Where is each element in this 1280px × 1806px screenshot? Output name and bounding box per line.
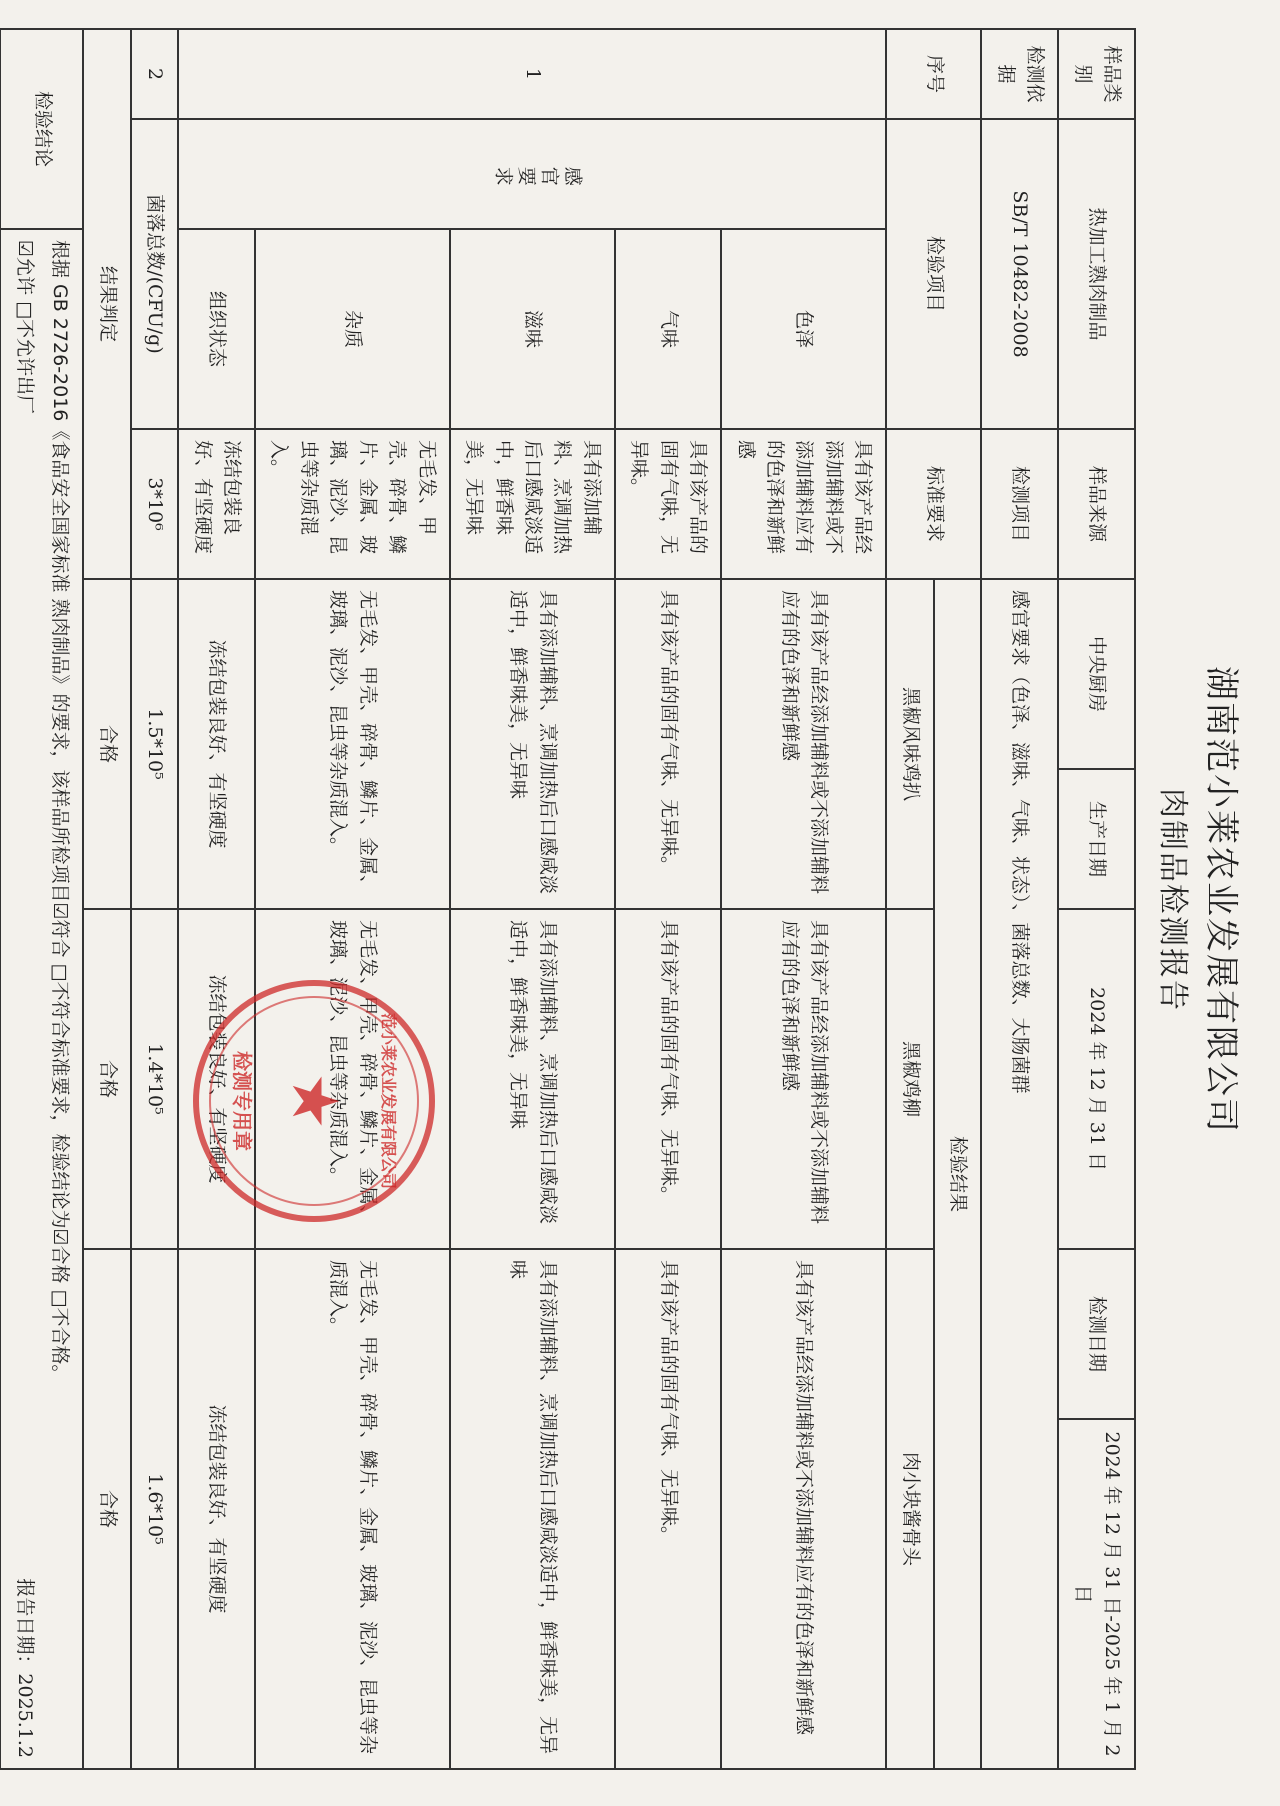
conclusion-report-date: 报告日期：2025.1.2: [13, 1578, 36, 1759]
micro-standard: 3*10⁶: [131, 429, 178, 579]
standard-cell: 无毛发、甲壳、碎骨、鳞片、金属、玻璃、泥沙、昆虫等杂质混入。: [255, 429, 450, 579]
result-cell: 具有该产品经添加辅料或不添加辅料应有的色泽和新鲜感: [721, 579, 886, 909]
seal-star-icon: ★: [277, 1072, 351, 1130]
standard-header: 标准要求: [886, 429, 981, 579]
sensory-row-impurity: [255, 29, 450, 1769]
result-cell: 具有该产品的固有气味、无异味。: [615, 1249, 721, 1769]
release-status: ☑允许 □不允许出厂: [13, 240, 36, 415]
micro-item: 菌落总数/(CFU/g): [131, 119, 178, 429]
judgement-result: 合格: [83, 1249, 130, 1769]
result-cell: 具有该产品的固有气味、无异味。: [615, 579, 721, 909]
sensory-row-color: [721, 29, 886, 1769]
report-table: [0, 28, 1136, 1770]
result-cell: 具有该产品经添加辅料或不添加辅料应有的色泽和新鲜感: [721, 909, 886, 1249]
items-value: 感官要求（色泽、滋味、气味、状态）、菌落总数、大肠菌群: [981, 579, 1058, 1769]
sensory-seq: 1: [178, 29, 886, 119]
micro-seq: 2: [131, 29, 178, 119]
product-name: 黑椒鸡柳: [886, 909, 933, 1249]
result-cell: 具有添加辅料、烹调加热后口感咸淡适中，鲜香味美，无异味: [450, 1249, 615, 1769]
item-name: 色泽: [721, 229, 886, 429]
product-name: 肉小块酱骨头: [886, 1249, 933, 1769]
items-label: 检测项目: [981, 429, 1058, 579]
report-header: [1154, 20, 1249, 1780]
judgement-result: 合格: [83, 909, 130, 1249]
sensory-group-label: 感官要求: [491, 163, 583, 186]
meta-row-2: [981, 29, 1058, 1769]
sensory-group: [178, 119, 886, 229]
item-name: 杂质: [255, 229, 450, 429]
basis-label: 检测依据: [981, 29, 1058, 119]
judgement-row: [83, 29, 130, 1769]
result-cell: 具有该产品经添加辅料或不添加辅料应有的色泽和新鲜感: [721, 1249, 886, 1769]
sample-category: 热加工熟肉制品: [1058, 119, 1135, 429]
product-name: 黑椒风味鸡扒: [886, 579, 933, 909]
micro-result: 1.6*10⁵: [131, 1249, 178, 1769]
meta-row-1: [1058, 29, 1135, 1769]
conclusion-label: 检验结论: [0, 29, 83, 229]
micro-result: 1.5*10⁵: [131, 579, 178, 909]
conclusion-text: 根据 GB 2726-2016《食品安全国家标准 熟肉制品》的要求，该样品所检项目☑符合 □不符合标准要求，检验结论为☑合格 □不合格。: [49, 240, 72, 1384]
result-cell: 无毛发、甲壳、碎骨、鳞片、金属、玻璃、泥沙、昆虫等杂质混入。: [255, 1249, 450, 1769]
result-cell: 无毛发、甲壳、碎骨、鳞片、金属、玻璃、泥沙、昆虫等杂质混入。: [255, 909, 450, 1249]
basis-value: SB/T 10482-2008: [981, 119, 1058, 429]
seq-header: 序号: [886, 29, 981, 119]
company-name: 湖南范小莱农业发展有限公司: [1201, 666, 1241, 1134]
item-name: 气味: [615, 229, 721, 429]
sensory-row-smell: [615, 29, 721, 1769]
sample-category-label: 样品类别: [1058, 29, 1135, 119]
sensory-row-texture: [178, 29, 255, 1769]
result-header: 检验结果: [934, 579, 981, 1769]
report-document: [15, 20, 1255, 1780]
standard-cell: 具有该产品的固有气味，无异味。: [615, 429, 721, 579]
production-date-label: 生产日期: [1058, 769, 1135, 909]
test-date-label: 检测日期: [1058, 1249, 1135, 1419]
seal-foot: 检测专用章: [230, 1051, 254, 1151]
judgement-result: 合格: [83, 579, 130, 909]
result-cell: 无毛发、甲壳、碎骨、鳞片、金属、玻璃、泥沙、昆虫等杂质混入。: [255, 579, 450, 909]
sample-source: 中央厨房: [1058, 579, 1135, 769]
standard-cell: 冻结包装良好、有坚硬度: [178, 429, 255, 579]
sensory-row-taste: [450, 29, 615, 1769]
conclusion-row: [0, 29, 83, 1769]
result-cell: 具有添加辅料、烹调加热后口感咸淡适中，鲜香味美，无异味: [450, 909, 615, 1249]
sample-source-label: 样品来源: [1058, 429, 1135, 579]
standard-cell: 具有添加辅料、烹调加热后口感咸淡适中，鲜香味美，无异味: [450, 429, 615, 579]
test-date: 2024 年 12 月 31 日-2025 年 1 月 2 日: [1058, 1419, 1135, 1769]
table-head-row: [934, 29, 981, 1769]
micro-row: [131, 29, 178, 1769]
report-title: 肉制品检测报告: [1155, 788, 1190, 1012]
micro-result: 1.4*10⁵: [131, 909, 178, 1249]
result-cell: 具有该产品的固有气味、无异味。: [615, 909, 721, 1249]
result-cell: 冻结包装良好、有坚硬度: [178, 579, 255, 909]
judgement-label: 结果判定: [83, 29, 130, 579]
seal-text: 范小莱农业发展有限公司: [379, 1012, 398, 1189]
result-cell: 具有添加辅料、烹调加热后口感咸淡适中，鲜香味美，无异味: [450, 579, 615, 909]
item-name: 滋味: [450, 229, 615, 429]
conclusion-footer: [9, 240, 38, 1758]
conclusion-body: [0, 229, 83, 1769]
standard-cell: 具有该产品经添加辅料或不添加辅料应有的色泽和新鲜感: [721, 429, 886, 579]
item-header: 检验项目: [886, 119, 981, 429]
production-date: 2024 年 12 月 31 日: [1058, 909, 1135, 1249]
result-cell: 冻结包装良好、有坚硬度: [178, 1249, 255, 1769]
item-name: 组织状态: [178, 229, 255, 429]
result-cell: 冻结包装良好、有坚硬度: [178, 909, 255, 1249]
